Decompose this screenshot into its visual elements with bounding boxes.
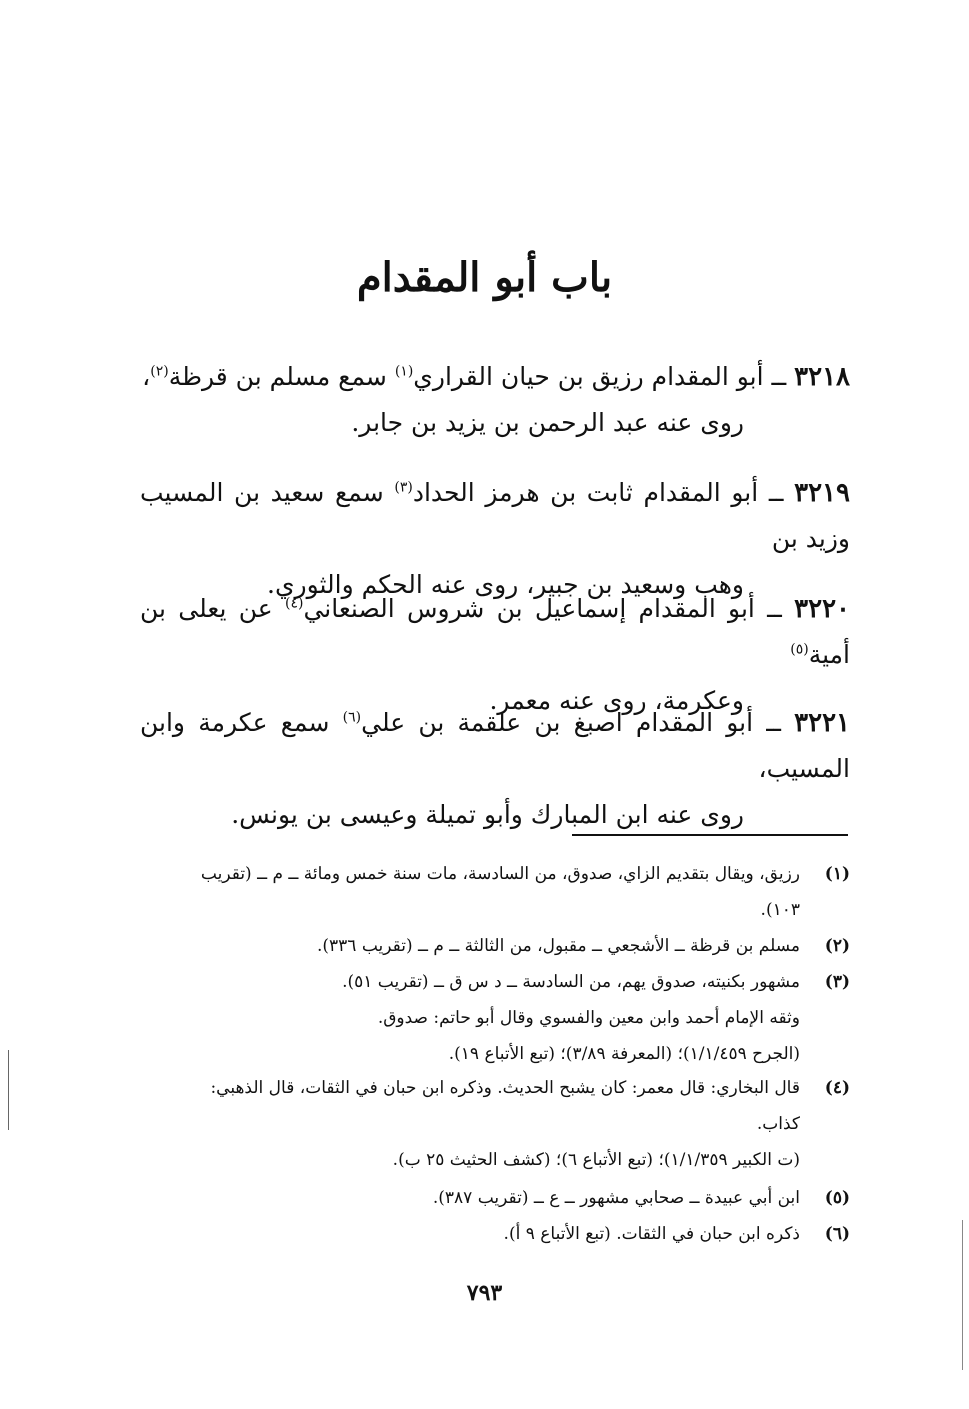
- entry-text: أبو المقدام اصبغ بن علقمة بن علي: [361, 708, 754, 737]
- entry-text: أبو المقدام ثابت بن هرمز الحداد: [412, 478, 759, 507]
- footnote-number: (٢): [824, 936, 850, 956]
- entry-text: سمع سعيد بن المسيب وزيد بن: [140, 478, 850, 553]
- entry: [140, 700, 850, 838]
- entry-dash: ــ: [758, 478, 784, 507]
- entry-number: ٣٢١٨: [794, 362, 850, 392]
- entry-text: سمع عكرمة وابن المسيب،: [140, 708, 850, 783]
- footnote-text: مشهور بكنيته، صدوق يهم، من السادسة ــ د س ق ــ (تقريب ٥١).: [342, 972, 800, 992]
- footnote-text: قال البخاري: قال معمر: كان يشبح الحديث. وذكره ابن حبان في الثقات، قال الذهبي:: [210, 1078, 800, 1098]
- footnote-line: [140, 1180, 850, 1216]
- entry-line: [140, 700, 850, 792]
- footnote: [140, 1070, 850, 1178]
- entry-dash: ــ: [763, 362, 787, 391]
- footnote: [140, 856, 850, 928]
- entry-number: ٣٢٢٠: [794, 594, 850, 624]
- footnote-number: (٣): [824, 972, 850, 992]
- footnote-line: [140, 1216, 850, 1252]
- entry-number: ٣٢١٩: [794, 478, 850, 508]
- scan-edge-mark: [962, 1220, 963, 1370]
- entry-line: وعكرمة، روى عنه معمر.: [489, 686, 744, 715]
- footnote: [140, 1216, 850, 1252]
- entry-dash: ــ: [753, 708, 781, 737]
- footnote-number: (٥): [824, 1188, 850, 1208]
- entry-line: وهب وسعيد بن جبير، روى عنه الحكم والثوري.: [267, 570, 744, 599]
- footnote-line: [140, 928, 850, 964]
- footnote-number: (٦): [824, 1224, 850, 1244]
- entry-line: روى عنه عبد الرحمن بن يزيد بن جابر.: [351, 408, 744, 437]
- footnote-ref: (٢): [150, 363, 169, 380]
- footnote-line: [140, 964, 850, 1000]
- chapter-title: باب أبو المقدام: [356, 254, 613, 301]
- footnote: [140, 964, 850, 1072]
- footnote-ref: (٦): [342, 709, 362, 726]
- footnote-ref: (٤): [284, 595, 304, 612]
- footnote-line: وثقه الإمام أحمد وابن معين والفسوي وقال أبو حاتم: صدوق.: [377, 1008, 800, 1028]
- footnote-line: [140, 1070, 850, 1106]
- footnote-line: (الجرح ١/١/٤٥٩)؛ (المعرفة ٣/٨٩)؛ (تبع الأتباع ١٩).: [448, 1044, 800, 1064]
- footnote-number: (١): [824, 864, 850, 884]
- page-number: ٧٩٣: [466, 1280, 503, 1306]
- footnote-text: ذكره ابن حبان في الثقات. (تبع الأتباع ٩ أ).: [503, 1224, 800, 1244]
- entry-dash: ــ: [754, 594, 782, 623]
- footnote-line: كذاب.: [756, 1114, 800, 1134]
- entry-number: ٣٢٢١: [794, 708, 850, 738]
- entry-line: روى عنه ابن المبارك وأبو تميلة وعيسى بن يونس.: [231, 800, 744, 829]
- footnote: [140, 928, 850, 964]
- footnote-text: مسلم بن قرظة ــ الأشجعي ــ مقبول، من الثالثة ــ م ــ (تقريب ٣٣٦).: [316, 936, 800, 956]
- entry-text: أبو المقدام رزيق بن حيان القراري: [413, 362, 764, 391]
- entry-line: [140, 470, 850, 562]
- entry-text: عن يعلى بن أمية: [140, 594, 850, 669]
- footnote-ref: (٥): [790, 641, 809, 658]
- footnote-ref: (٣): [394, 479, 413, 496]
- footnote-ref: (١): [394, 363, 414, 380]
- footnote-line: (ت الكبير ١/١/٣٥٩)؛ (تبع الأتباع ٦)؛ (كشف الحثيث ٢٥ ب).: [392, 1150, 800, 1170]
- entry-line: [140, 354, 850, 400]
- footnote-separator: [572, 834, 848, 836]
- footnote-text: ابن أبي عبيدة ــ صحابي مشهور ــ ع ــ (تقريب ٣٨٧).: [432, 1188, 800, 1208]
- footnote-line: [140, 856, 850, 892]
- footnote-number: (٤): [824, 1078, 850, 1098]
- footnote-line: ١٠٣).: [760, 900, 800, 920]
- entry-text: ،: [142, 362, 151, 391]
- entry-text: سمع مسلم بن قرظة: [168, 362, 395, 391]
- footnote-text: رزيق، ويقال بتقديم الزاي، صدوق، من السادسة، مات سنة خمس ومائة ــ م ــ (تقريب: [200, 864, 800, 884]
- entry-line: [140, 586, 850, 678]
- footnote: [140, 1180, 850, 1216]
- scan-edge-mark: [8, 1050, 9, 1130]
- entry: [140, 354, 850, 446]
- entry-text: أبو المقدام إسماعيل بن شروس الصنعاني: [303, 594, 755, 623]
